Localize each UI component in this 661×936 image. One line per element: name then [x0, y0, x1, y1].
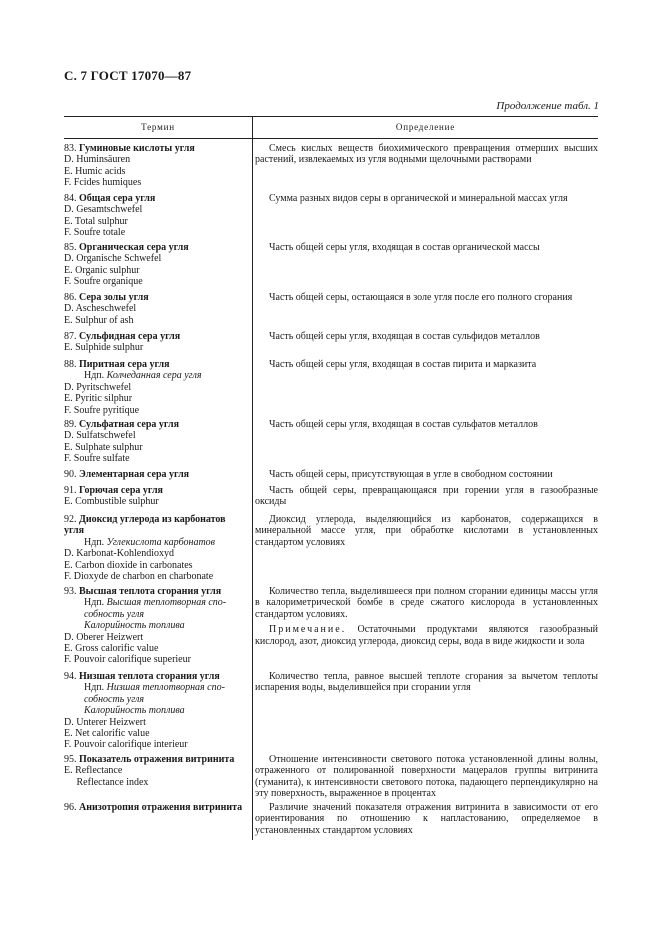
term-title: Пиритная сера угля [79, 359, 170, 370]
term-translation: F. Soufre pyritique [64, 404, 140, 416]
term-title: Органическая сера угля [79, 242, 189, 253]
ndp-term-continuation: собность угля [84, 608, 144, 620]
ndp-term: Высшая теплотворная спо- [106, 597, 227, 609]
table-top-rule [64, 116, 598, 117]
term-cell [64, 143, 250, 189]
term-translation: D. Pyritschwefel [64, 381, 132, 393]
term-translation: D. Sulfatschwefel [64, 430, 136, 442]
term-cell [64, 359, 250, 416]
term-definition: Смесь кислых веществ биохимического превращения отмерших высших растений, извлекаемых из угля водными щелочными растворами [255, 143, 598, 166]
term-translation: F. Pouvoir calorifique superieur [64, 654, 191, 666]
term-translation: D. Unterer Heizwert [64, 716, 146, 728]
term-translation: F. Dioxyde de charbon en charbonate [64, 571, 214, 583]
term-number: 89. [64, 419, 77, 430]
term-title: Низшая теплота сгорания угля [79, 671, 220, 682]
term-cell [64, 469, 250, 480]
term-translation: F. Soufre sulfate [64, 453, 130, 465]
term-number: 85. [64, 242, 77, 253]
ndp-label: Ндп. [84, 682, 105, 694]
term-translation: F. Soufre totale [64, 227, 126, 239]
term-title: Высшая теплота сгорания угля [79, 586, 222, 597]
term-cell [64, 419, 250, 465]
term-translation: E. Carbon dioxide in carbonates [64, 559, 193, 571]
term-translation: F. Pouvoir calorifique interieur [64, 739, 188, 751]
term-cell [64, 514, 250, 582]
term-definition [255, 586, 598, 647]
term-translation: D. Gesamtschwefel [64, 204, 143, 216]
ndp-label: Ндп. [84, 536, 105, 548]
term-translation: D. Huminsäuren [64, 154, 131, 166]
term-translation: E. Gross calorific value [64, 643, 159, 655]
term-number: 84. [64, 193, 77, 204]
term-translation: D. Karbonat-Kohlendioxyd [64, 548, 174, 560]
term-title-continuation: угля [64, 525, 85, 537]
term-translation: E. Pyritic silphur [64, 393, 133, 405]
term-translation: D. Oberer Heizwert [64, 631, 144, 643]
term-translation: E. Net calorific value [64, 728, 150, 740]
ndp-term: Углекислота карбонатов [106, 536, 216, 548]
term-number: 96. [64, 802, 77, 813]
term-number: 86. [64, 292, 77, 303]
term-cell [64, 292, 250, 326]
term-translation: Reflectance index [64, 776, 149, 788]
definition-text: Количество тепла, выделившееся при полном сгорании единицы массы угля в калориметрической бомбе в среде сжатого кислорода в установленных стандартом условиях. [255, 586, 598, 620]
term-translation: E. Total sulphur [64, 215, 128, 227]
term-number: 92. [64, 514, 77, 525]
term-title: Показатель отражения витринита [79, 754, 235, 765]
term-title: Горючая сера угля [79, 485, 163, 496]
table-header-rule [64, 138, 598, 139]
term-title: Гуминовые кислоты угля [79, 143, 195, 154]
table-continuation-caption: Продолжение табл. 1 [496, 100, 599, 112]
term-number: 88. [64, 359, 77, 370]
term-cell [64, 586, 250, 666]
term-definition: Диоксид углерода, выделяющийся из карбонатов, содержащихся в минеральной массе угля, при обработке кислотами в установленных стандартом условиях [255, 514, 598, 548]
column-header-definition: Определение [395, 122, 456, 132]
term-title: Сульфатная сера угля [79, 419, 179, 430]
term-translation: E. Reflectance [64, 765, 123, 777]
term-number: 91. [64, 485, 77, 496]
term-definition: Часть общей серы угля, входящая в состав пирита и марказита [269, 359, 537, 370]
term-translation: E. Sulphide sulphur [64, 342, 144, 354]
term-translation: D. Organische Schwefel [64, 253, 162, 265]
term-title: Общая сера угля [79, 193, 156, 204]
term-translation: D. Ascheschwefel [64, 303, 137, 315]
term-cell [64, 671, 250, 751]
ndp-term: Низшая теплотворная спо- [106, 682, 225, 694]
term-translation: E. Sulphate sulphur [64, 441, 143, 453]
page-header: С. 7 ГОСТ 17070—87 [64, 68, 192, 83]
term-number: 94. [64, 671, 77, 682]
term-title: Элементарная сера угля [79, 469, 190, 480]
term-cell [64, 485, 250, 508]
term-definition: Различие значений показателя отражения витринита в зависимости от его ориентирования по отношению к напластованию, определяемое в установленных стандартом условиях [255, 802, 598, 836]
term-cell [64, 754, 250, 788]
term-definition: Часть общей серы угля, входящая в состав органической массы [269, 242, 540, 253]
term-translation: E. Sulphur of ash [64, 314, 134, 326]
ndp-label: Ндп. [84, 597, 105, 609]
term-cell [64, 331, 250, 354]
term-number: 95. [64, 754, 77, 765]
term-number: 87. [64, 331, 77, 342]
term-translation: E. Organic sulphur [64, 264, 140, 276]
ndp-term: Калорийность топлива [84, 705, 185, 717]
term-definition: Отношение интенсивности светового потока установленной длины волны, отраженного от полированной поверхности мацералов группы витринита (гуманита), к интенсивности светового потока, падающего перпендикулярно на эту поверхность, выраженное в процентах [255, 754, 598, 800]
term-definition: Сумма разных видов серы в органической и минеральной массах угля [269, 193, 568, 204]
term-definition: Часть общей серы, превращающаяся при горении угля в газообразные оксиды [255, 485, 598, 508]
ndp-term-continuation: собность угля [84, 693, 144, 705]
note-text: Остаточными продуктами являются газообразный кислород, азот, диоксид углерода, диоксид серы, вода в виде жидкости и зола [255, 624, 598, 647]
term-title: Сера золы угля [79, 292, 149, 303]
term-translation: F. Soufre organique [64, 276, 143, 288]
term-cell [64, 193, 250, 239]
term-number: 90. [64, 469, 77, 480]
term-definition: Часть общей серы угля, входящая в состав сульфидов металлов [269, 331, 540, 342]
term-translation: F. Fcides humiques [64, 177, 142, 189]
term-translation: E. Humic acids [64, 165, 126, 177]
note-label: Примечание. [269, 624, 347, 636]
term-cell [64, 242, 250, 288]
ndp-term: Колчеданная сера угля [106, 370, 202, 382]
term-definition: Часть общей серы угля, входящая в состав сульфатов металлов [269, 419, 538, 430]
term-definition: Часть общей серы, остающаяся в золе угля после его полного сгорания [269, 292, 573, 303]
term-definition: Часть общей серы, присутствующая в угле в свободном состоянии [269, 469, 553, 480]
term-title: Анизотропия отражения витринита [79, 802, 243, 813]
term-definition: Количество тепла, равное высшей теплоте сгорания за вычетом теплоты испарения воды, выделившейся при сгорании угля [255, 671, 598, 694]
term-cell [64, 802, 250, 813]
ndp-term: Калорийность топлива [84, 620, 185, 632]
definition-note [255, 624, 598, 647]
term-title: Сульфидная сера угля [79, 331, 181, 342]
ndp-label: Ндп. [84, 370, 105, 382]
term-title: Диоксид углерода из карбонатов [79, 514, 226, 525]
column-header-term: Термин [141, 122, 175, 132]
term-number: 83. [64, 143, 77, 154]
term-number: 93. [64, 586, 77, 597]
table-column-divider [252, 116, 253, 840]
term-translation: E. Combustible sulphur [64, 496, 159, 508]
